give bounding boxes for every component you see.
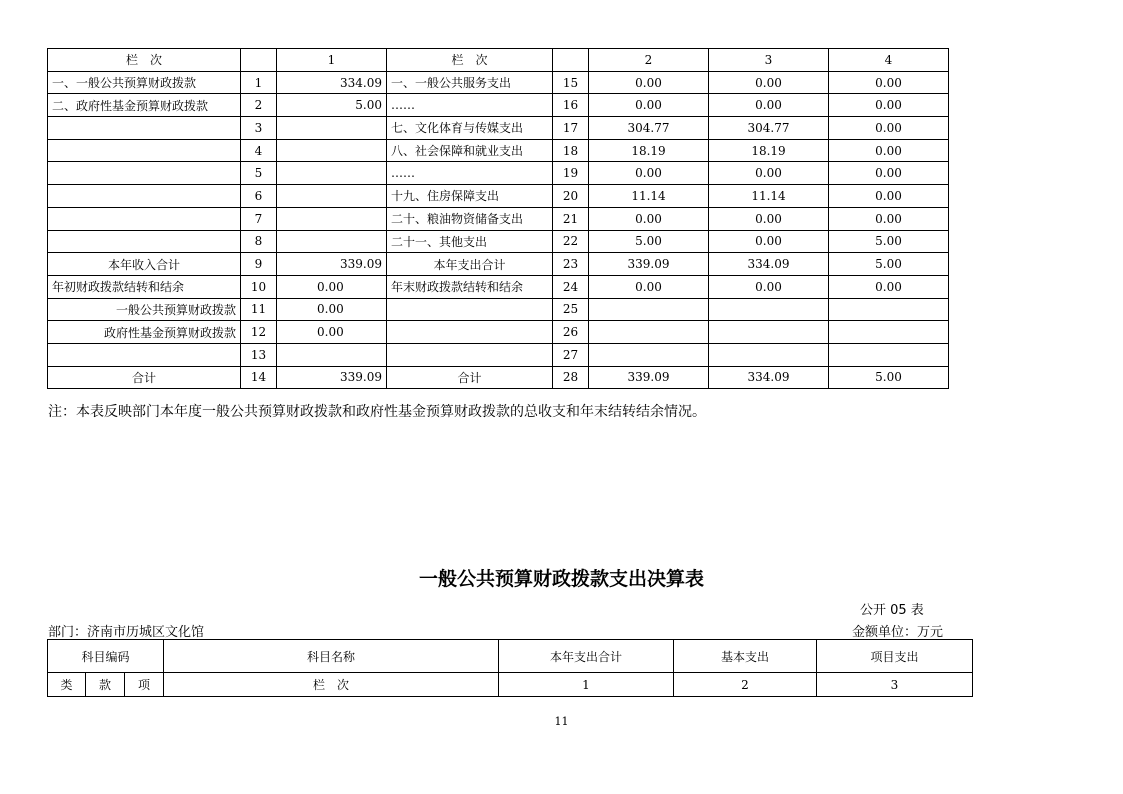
table-cell: 0.00 xyxy=(829,185,949,208)
table-cell: 5.00 xyxy=(277,94,387,117)
table-cell: 17 xyxy=(553,117,589,140)
table-cell: 4 xyxy=(241,139,277,162)
table-cell: 339.09 xyxy=(589,253,709,276)
table-cell: 0.00 xyxy=(829,207,949,230)
table-cell: 24 xyxy=(553,275,589,298)
table-cell: 0.00 xyxy=(277,275,387,298)
table-cell xyxy=(48,230,241,253)
table-row xyxy=(48,366,949,389)
table-cell: 0.00 xyxy=(589,207,709,230)
table-cell: 5.00 xyxy=(829,366,949,389)
table-note: 注：本表反映部门本年度一般公共预算财政拨款和政府性基金预算财政拨款的总收支和年末结转结余情况。 xyxy=(48,404,706,420)
table-cell: 0.00 xyxy=(589,94,709,117)
table-cell: 334.09 xyxy=(277,71,387,94)
table-cell: 年初财政拨款结转和结余 xyxy=(48,275,241,298)
table-cell xyxy=(48,117,241,140)
table-cell: 0.00 xyxy=(589,162,709,185)
table-cell: 0.00 xyxy=(829,139,949,162)
table-cell: 10 xyxy=(241,275,277,298)
table-cell: 0.00 xyxy=(829,162,949,185)
table-cell xyxy=(277,162,387,185)
table-cell: 25 xyxy=(553,298,589,321)
table-cell: 0.00 xyxy=(589,275,709,298)
table-cell xyxy=(48,139,241,162)
subheader-col1: 1 xyxy=(499,673,674,697)
table-cell: 5 xyxy=(241,162,277,185)
table-cell: 15 xyxy=(553,71,589,94)
subheader-col2: 2 xyxy=(674,673,817,697)
header-cell: 1 xyxy=(277,49,387,72)
table-cell: 二十一、其他支出 xyxy=(387,230,553,253)
table-cell xyxy=(277,230,387,253)
table-cell: 18 xyxy=(553,139,589,162)
table-cell xyxy=(48,185,241,208)
header-code: 科目编码 xyxy=(48,640,164,673)
header-cell xyxy=(241,49,277,72)
table-cell: 1 xyxy=(241,71,277,94)
table-cell xyxy=(829,298,949,321)
table-cell: 0.00 xyxy=(589,71,709,94)
table-row xyxy=(48,298,949,321)
table-cell: 一、一般公共预算财政拨款 xyxy=(48,71,241,94)
table-cell xyxy=(829,321,949,344)
table-cell: 5.00 xyxy=(589,230,709,253)
table-cell: 5.00 xyxy=(829,253,949,276)
table-cell xyxy=(589,343,709,366)
table-code: 公开 05 表 xyxy=(860,603,924,618)
table-cell: 334.09 xyxy=(709,253,829,276)
header-cell: 栏 次 xyxy=(48,49,241,72)
table-row xyxy=(48,94,949,117)
table-cell: 28 xyxy=(553,366,589,389)
table-header-row xyxy=(48,49,949,72)
table-cell: 合计 xyxy=(48,366,241,389)
table-cell: 8 xyxy=(241,230,277,253)
header-cell: 2 xyxy=(589,49,709,72)
table-cell: …… xyxy=(387,162,553,185)
table-row xyxy=(48,139,949,162)
table-cell: 16 xyxy=(553,94,589,117)
table-cell: 23 xyxy=(553,253,589,276)
table-cell: 18.19 xyxy=(709,139,829,162)
table-cell: 0.00 xyxy=(709,71,829,94)
table-cell xyxy=(48,162,241,185)
subheader-xiang: 项 xyxy=(125,673,164,697)
table-cell: 0.00 xyxy=(277,321,387,344)
table-cell: 政府性基金预算财政拨款 xyxy=(48,321,241,344)
table-cell: 304.77 xyxy=(589,117,709,140)
table-cell: 12 xyxy=(241,321,277,344)
table-cell: 11.14 xyxy=(709,185,829,208)
department-label: 部门：济南市历城区文化馆 xyxy=(48,625,205,640)
table-cell: 11 xyxy=(241,298,277,321)
table-cell: 11.14 xyxy=(589,185,709,208)
table-cell: 0.00 xyxy=(709,207,829,230)
table-cell: 26 xyxy=(553,321,589,344)
table-cell: 0.00 xyxy=(829,94,949,117)
table-row xyxy=(48,321,949,344)
table-cell xyxy=(387,298,553,321)
table-cell xyxy=(277,343,387,366)
table-cell: 334.09 xyxy=(709,366,829,389)
table-row xyxy=(48,253,949,276)
table-cell: 七、文化体育与传媒支出 xyxy=(387,117,553,140)
table-row xyxy=(48,275,949,298)
table-row xyxy=(48,230,949,253)
table-cell xyxy=(48,343,241,366)
table-cell: 0.00 xyxy=(829,117,949,140)
table-cell: 八、社会保障和就业支出 xyxy=(387,139,553,162)
table-cell xyxy=(277,207,387,230)
subheader-lanci: 栏 次 xyxy=(164,673,499,697)
table-cell xyxy=(387,343,553,366)
table-row xyxy=(48,207,949,230)
table-cell xyxy=(277,139,387,162)
unit-label: 金额单位：万元 xyxy=(852,625,944,640)
table-cell: 7 xyxy=(241,207,277,230)
table-cell: 18.19 xyxy=(589,139,709,162)
subheader-lei: 类 xyxy=(48,673,86,697)
table-row xyxy=(48,71,949,94)
table-row xyxy=(48,185,949,208)
header-basic: 基本支出 xyxy=(674,640,817,673)
table-cell: 二、政府性基金预算财政拨款 xyxy=(48,94,241,117)
table-cell: 0.00 xyxy=(709,275,829,298)
table-cell: 0.00 xyxy=(829,275,949,298)
table-cell: 二十、粮油物资储备支出 xyxy=(387,207,553,230)
section-title: 一般公共预算财政拨款支出决算表 xyxy=(418,568,704,590)
table-cell: 304.77 xyxy=(709,117,829,140)
table-cell: 5.00 xyxy=(829,230,949,253)
subheader-col3: 3 xyxy=(817,673,973,697)
table-cell xyxy=(709,298,829,321)
table-row xyxy=(48,162,949,185)
table-cell: 6 xyxy=(241,185,277,208)
table-cell: 339.09 xyxy=(277,366,387,389)
table-cell xyxy=(709,321,829,344)
table-cell xyxy=(387,321,553,344)
header-project: 项目支出 xyxy=(817,640,973,673)
header-name: 科目名称 xyxy=(164,640,499,673)
expenditure-table xyxy=(47,639,973,697)
table-row xyxy=(48,117,949,140)
table-cell: 十九、住房保障支出 xyxy=(387,185,553,208)
table-cell: 339.09 xyxy=(277,253,387,276)
table-cell: 一般公共预算财政拨款 xyxy=(48,298,241,321)
table-cell: 0.00 xyxy=(709,94,829,117)
table-cell: 22 xyxy=(553,230,589,253)
table-cell: 合计 xyxy=(387,366,553,389)
table-cell: 3 xyxy=(241,117,277,140)
table-cell xyxy=(589,298,709,321)
table-cell: 本年收入合计 xyxy=(48,253,241,276)
page-number: 11 xyxy=(554,715,569,728)
subheader-kuan: 款 xyxy=(86,673,125,697)
fiscal-summary-table xyxy=(47,48,949,389)
header-cell: 3 xyxy=(709,49,829,72)
header-total: 本年支出合计 xyxy=(499,640,674,673)
table-cell: 14 xyxy=(241,366,277,389)
header-cell xyxy=(553,49,589,72)
table-cell: 339.09 xyxy=(589,366,709,389)
table-cell xyxy=(709,343,829,366)
table-cell: 2 xyxy=(241,94,277,117)
table-cell: 一、一般公共服务支出 xyxy=(387,71,553,94)
table-cell: 21 xyxy=(553,207,589,230)
table-cell: 27 xyxy=(553,343,589,366)
table-cell: …… xyxy=(387,94,553,117)
table-cell: 9 xyxy=(241,253,277,276)
header-cell: 4 xyxy=(829,49,949,72)
table-cell: 13 xyxy=(241,343,277,366)
table-cell: 0.00 xyxy=(709,230,829,253)
table-cell xyxy=(277,185,387,208)
table-cell: 0.00 xyxy=(829,71,949,94)
table-cell: 0.00 xyxy=(709,162,829,185)
table-cell: 20 xyxy=(553,185,589,208)
header-cell: 栏 次 xyxy=(387,49,553,72)
table-row xyxy=(48,343,949,366)
table-cell: 0.00 xyxy=(277,298,387,321)
table-cell xyxy=(48,207,241,230)
table-cell: 年末财政拨款结转和结余 xyxy=(387,275,553,298)
table-cell: 19 xyxy=(553,162,589,185)
table-cell xyxy=(829,343,949,366)
table-cell xyxy=(589,321,709,344)
table-cell xyxy=(277,117,387,140)
table-cell: 本年支出合计 xyxy=(387,253,553,276)
